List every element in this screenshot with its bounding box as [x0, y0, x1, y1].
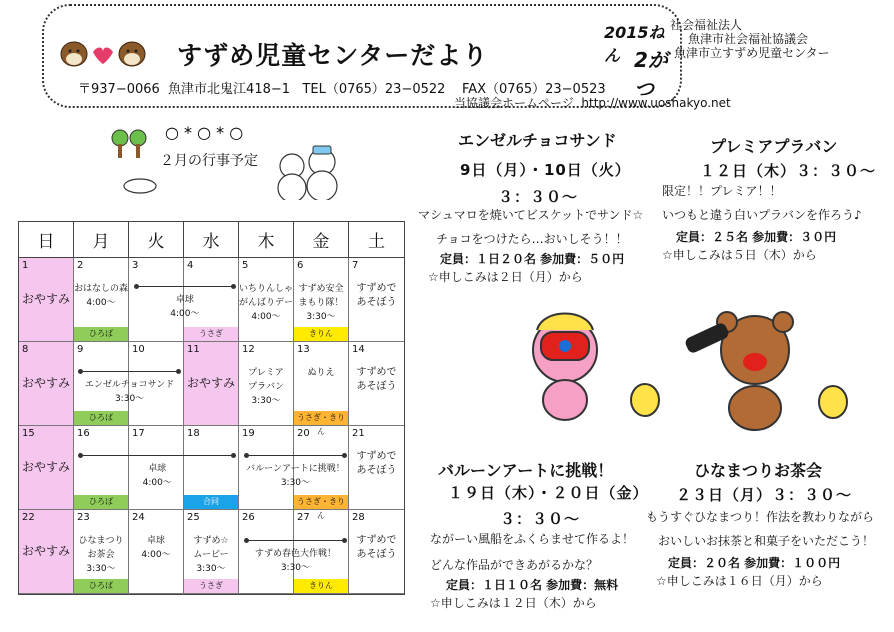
day-number: 1 [22, 260, 29, 271]
calendar-day-cell [74, 510, 129, 594]
event-premier-title: プレミアプラバン [710, 137, 838, 156]
org-line: 魚津市立すずめ児童センター [674, 46, 830, 60]
calendar-subtitle: ２月の行事予定 [160, 153, 258, 169]
calendar-day-cell [74, 258, 129, 342]
weekday-header: 土 [349, 222, 404, 258]
calendar-day-cell [349, 426, 404, 510]
event-span-text: エンゼルチョコサンド 3:30～ [84, 379, 175, 404]
newsletter-title: すずめ児童センターだより [177, 41, 489, 70]
day-event-text: おやすみ [21, 292, 70, 306]
group-tag: きりん [294, 579, 348, 593]
day-event-text: すずめで あそぼう [356, 451, 397, 476]
group-tag: うさぎ・きりん [294, 411, 348, 425]
event-calendar [18, 221, 405, 595]
event-balloon-time: ３：３０～ [500, 510, 581, 528]
address-line: 〒937−0066 魚津市北鬼江418−1 TEL（0765）23−0522 FAX（0765）23−0523 [78, 82, 606, 97]
org-line: 社会福祉法人 [670, 18, 743, 32]
day-event-text: おやすみ [186, 376, 235, 390]
group-tag: ひろば [74, 411, 128, 425]
day-number: 7 [352, 260, 359, 271]
day-event-text: ひなまつり お茶会 3:30～ [78, 536, 124, 574]
calendar-day-cell [129, 510, 184, 594]
event-balloon-desc1: ながーい風船をふくらませて作るよ！ [430, 532, 635, 546]
calendar-day-cell [349, 258, 404, 342]
event-span-line [136, 286, 235, 293]
event-hina-desc2: おいしいお抹茶と和菓子をいただこう！ [658, 534, 875, 548]
day-number: 6 [297, 260, 304, 271]
day-number: 23 [77, 512, 90, 523]
event-span-line [246, 455, 345, 462]
day-number: 28 [352, 512, 365, 523]
group-tag: ひろば [74, 579, 128, 593]
calendar-day-cell [19, 342, 74, 426]
multi-day-event [130, 286, 241, 321]
day-number: 2 [77, 260, 84, 271]
multi-day-event [240, 455, 351, 490]
day-number: 5 [242, 260, 249, 271]
weekday-header: 日 [19, 222, 74, 258]
calendar-day-cell [294, 258, 349, 342]
event-balloon-apply: ☆申しこみは１２日（木）から [430, 596, 597, 610]
multi-day-event [240, 540, 351, 575]
org-line: 魚津市社会福祉協議会 [688, 32, 809, 46]
weekday-header: 月 [74, 222, 129, 258]
day-number: 8 [22, 344, 29, 355]
day-number: 25 [187, 512, 200, 523]
group-tag: きりん [294, 327, 348, 341]
event-balloon-desc2: どんな作品ができあがるかな？ [430, 558, 599, 572]
calendar-day-cell [239, 342, 294, 426]
weekday-header: 木 [239, 222, 294, 258]
calendar-day-cell [19, 426, 74, 510]
event-hina-title: ひなまつりお茶会 [694, 461, 823, 480]
day-number: 11 [187, 344, 200, 355]
weekday-header: 金 [294, 222, 349, 258]
day-number: 19 [242, 428, 255, 439]
multi-day-event [74, 455, 240, 490]
organization-block [670, 18, 830, 60]
group-tag: ひろば [74, 327, 128, 341]
day-number: 18 [187, 428, 200, 439]
event-hina-desc1: もうすぐひなまつり！作法を教わりながら [646, 510, 875, 524]
event-span-text: 卓球 4:00～ [142, 464, 172, 488]
event-span-text: バルーンアートに挑戦！ 3:30～ [246, 464, 345, 488]
weekday-header: 水 [184, 222, 239, 258]
day-event-text: いちりんしゃ がんばりデー 4:00～ [239, 284, 294, 322]
calendar-day-cell [349, 510, 404, 594]
calendar-day-cell [19, 258, 74, 342]
event-angel [436, 128, 646, 207]
day-number: 4 [187, 260, 194, 271]
day-number: 27 [297, 512, 310, 523]
calendar-day-cell [19, 510, 74, 594]
day-number: 16 [77, 428, 90, 439]
event-angel-apply: ☆申しこみは２日（月）から [428, 270, 583, 284]
event-span-line [80, 455, 234, 462]
event-time: ３：３０～ [498, 188, 579, 206]
day-event-text: すずめで あそぼう [356, 367, 397, 392]
day-number: 17 [132, 428, 145, 439]
event-premier-desc1: 限定！！プレミア！！ [662, 184, 782, 198]
day-number: 9 [77, 344, 84, 355]
calendar-day-cell [184, 342, 239, 426]
day-number: 14 [352, 344, 365, 355]
day-event-text: おはなしの森 4:00～ [74, 284, 129, 308]
event-balloon-date: １９日（木）・２０日（金） [448, 484, 649, 502]
event-hina-apply: ☆申しこみは１６日（月）から [656, 574, 823, 588]
day-event-text: すずめで あそぼう [356, 283, 397, 308]
event-title: エンゼルチョコサンド [458, 131, 617, 150]
day-number: 10 [132, 344, 145, 355]
sparrow-logo-icon [56, 32, 152, 72]
day-number: 15 [22, 428, 35, 439]
group-tag: ひろば [74, 495, 128, 509]
day-number: 22 [22, 512, 35, 523]
event-span-line [246, 540, 345, 547]
day-number: 3 [132, 260, 139, 271]
deco-marks: ○ * ○ * ○ [165, 123, 244, 142]
event-span-text: すずめ春色大作戦！ 3:30～ [254, 548, 336, 573]
event-hina-fee: 定員：２０名 参加費：１００円 [668, 556, 841, 570]
event-span-text: 卓球 4:00～ [170, 295, 200, 319]
day-event-text: 卓球 4:00～ [141, 536, 171, 560]
event-premier-apply: ☆申しこみは５日（木）から [662, 248, 817, 262]
day-event-text: おやすみ [21, 544, 70, 558]
day-number: 20 [297, 428, 310, 439]
day-event-text: プレミア プラバン 3:30～ [247, 368, 284, 406]
weekday-header: 火 [129, 222, 184, 258]
day-number: 26 [242, 512, 255, 523]
day-event-text: すずめ☆ ムービー 3:30～ [193, 536, 229, 574]
day-number: 13 [297, 344, 310, 355]
day-event-text: すずめ安全 まもり隊！ 3:30～ [298, 284, 344, 322]
day-number: 12 [242, 344, 255, 355]
day-event-text: おやすみ [21, 460, 70, 474]
event-balloon-fee: 定員：１日１０名 参加費：無料 [446, 578, 619, 592]
calendar-day-cell [349, 342, 404, 426]
event-angel-desc1: マシュマロを焼いてビスケットでサンド☆ [418, 208, 644, 222]
oni-and-bear-illustration-icon [455, 290, 894, 450]
event-angel-fee: 定員：１日２０名 参加費：５０円 [440, 252, 625, 266]
day-number: 24 [132, 512, 145, 523]
day-number: 21 [352, 428, 365, 439]
event-balloon-title: バルーンアートに挑戦！ [438, 461, 614, 480]
group-tag: うさぎ [184, 327, 238, 341]
multi-day-event [74, 371, 185, 406]
event-premier-desc2: いつもと違う白いプラバンを作ろう♪ [662, 208, 862, 222]
event-premier-fee: 定員：２５名 参加費：３０円 [676, 230, 837, 244]
group-tag: 合同 [184, 495, 238, 509]
day-event-text: ぬりえ [307, 368, 335, 378]
event-premier-date: １２日（木）３：３０～ [700, 162, 877, 180]
event-hina-date: ２３日（月）３：３０～ [676, 486, 853, 504]
calendar-day-cell [239, 258, 294, 342]
year-label: 2015ねん [604, 23, 665, 65]
month-label: 2がつ [634, 48, 668, 101]
day-event-text: すずめで あそぼう [356, 535, 397, 560]
day-event-text: おやすみ [21, 376, 70, 390]
homepage-line: 当協議会ホームページ http://www.uoshakyo.net [454, 96, 731, 110]
event-span-line [80, 371, 179, 378]
group-tag: うさぎ [184, 579, 238, 593]
event-angel-desc2: チョコをつけたら…おいしそう！！ [436, 232, 628, 246]
event-date: 9日（月）・10日（火） [460, 161, 631, 179]
calendar-day-cell [184, 510, 239, 594]
group-tag: うさぎ・きりん [294, 495, 348, 509]
